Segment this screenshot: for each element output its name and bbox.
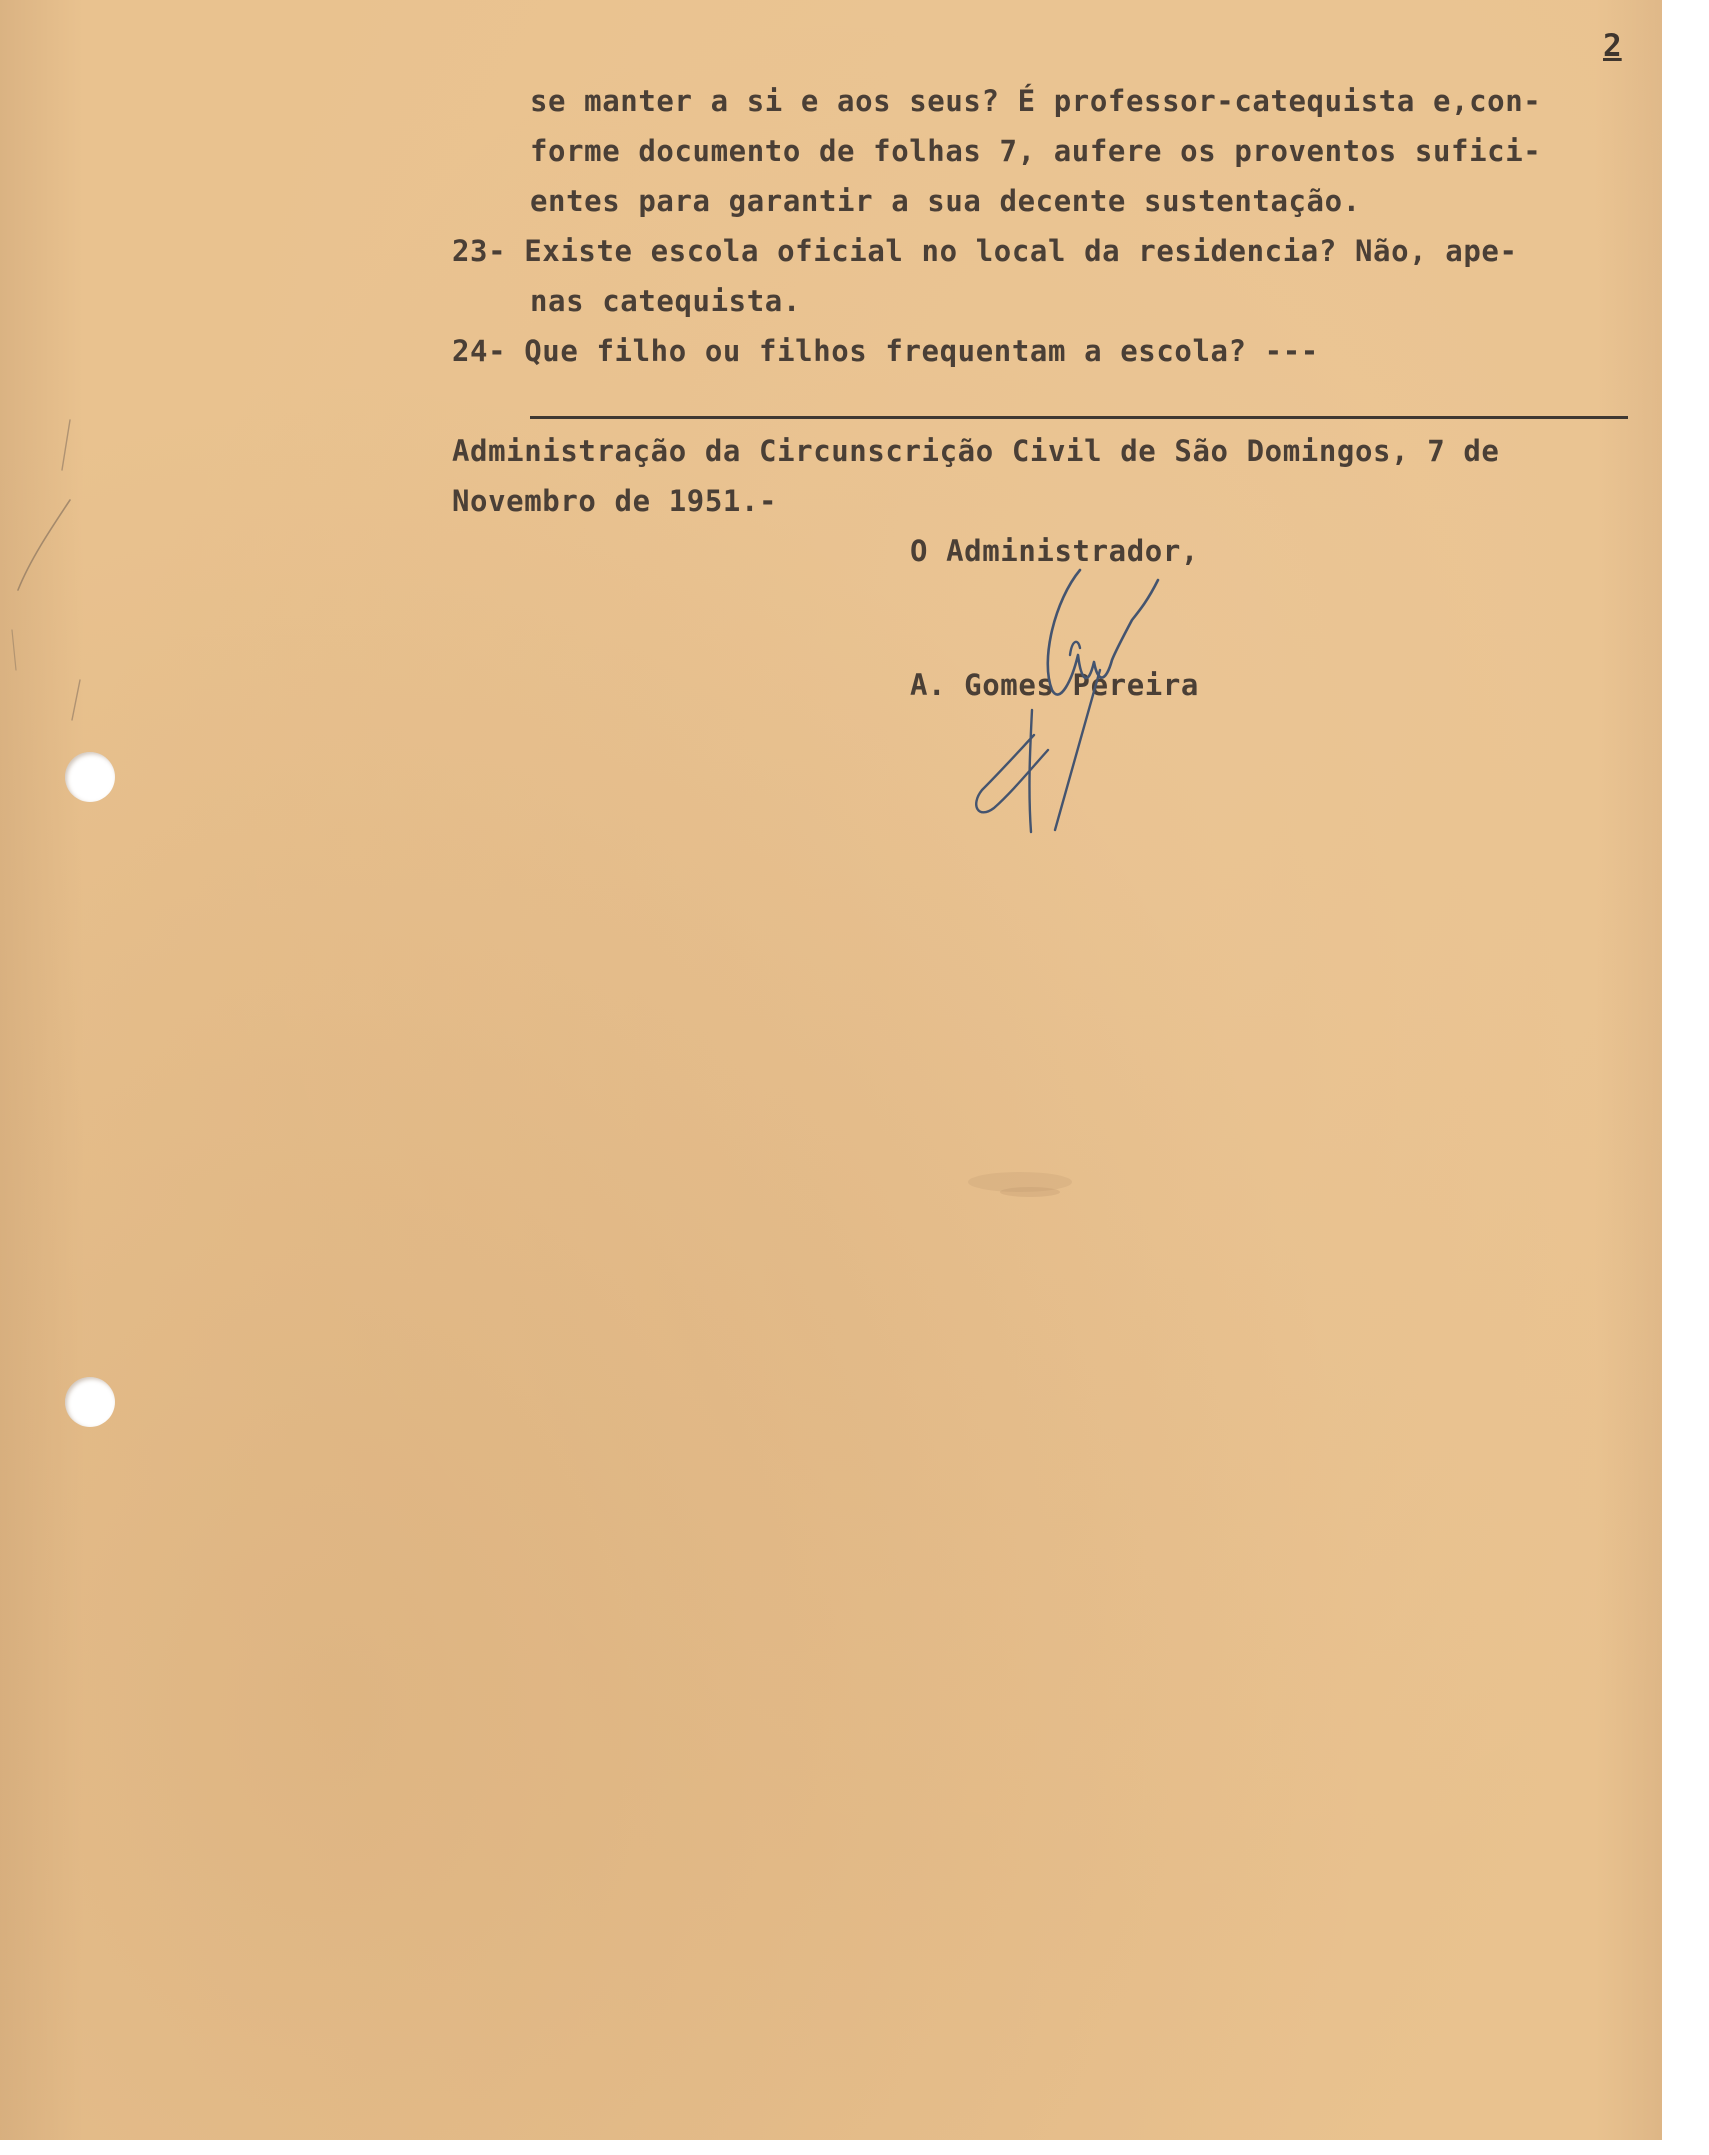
punch-hole-bottom: [65, 1377, 115, 1427]
page-number: 2: [1603, 28, 1622, 64]
question-23: 23- Existe escola oficial no local da residencia? Não, ape-: [452, 234, 1518, 268]
administrator-name: A. Gomes Pereira: [910, 668, 1199, 702]
question-23-continued: nas catequista.: [530, 284, 801, 318]
question-24: 24- Que filho ou filhos frequentam a escola? ---: [452, 334, 1319, 368]
body-line-1: se manter a si e aos seus? É professor-catequista e,con-: [530, 84, 1542, 118]
place-date-line-1: Administração da Circunscrição Civil de São Domingos, 7 de: [452, 434, 1500, 468]
separator-rule: [530, 416, 1628, 419]
handwritten-signature: [960, 560, 1220, 850]
place-date-line-2: Novembro de 1951.-: [452, 484, 778, 518]
administrator-title: O Administrador,: [910, 534, 1199, 568]
margin-pencil-marks: [0, 380, 100, 780]
paper-stain: [960, 1160, 1080, 1210]
body-line-3: entes para garantir a sua decente sustentação.: [530, 184, 1361, 218]
punch-hole-top: [65, 752, 115, 802]
body-line-2: forme documento de folhas 7, aufere os proventos sufici-: [530, 134, 1542, 168]
